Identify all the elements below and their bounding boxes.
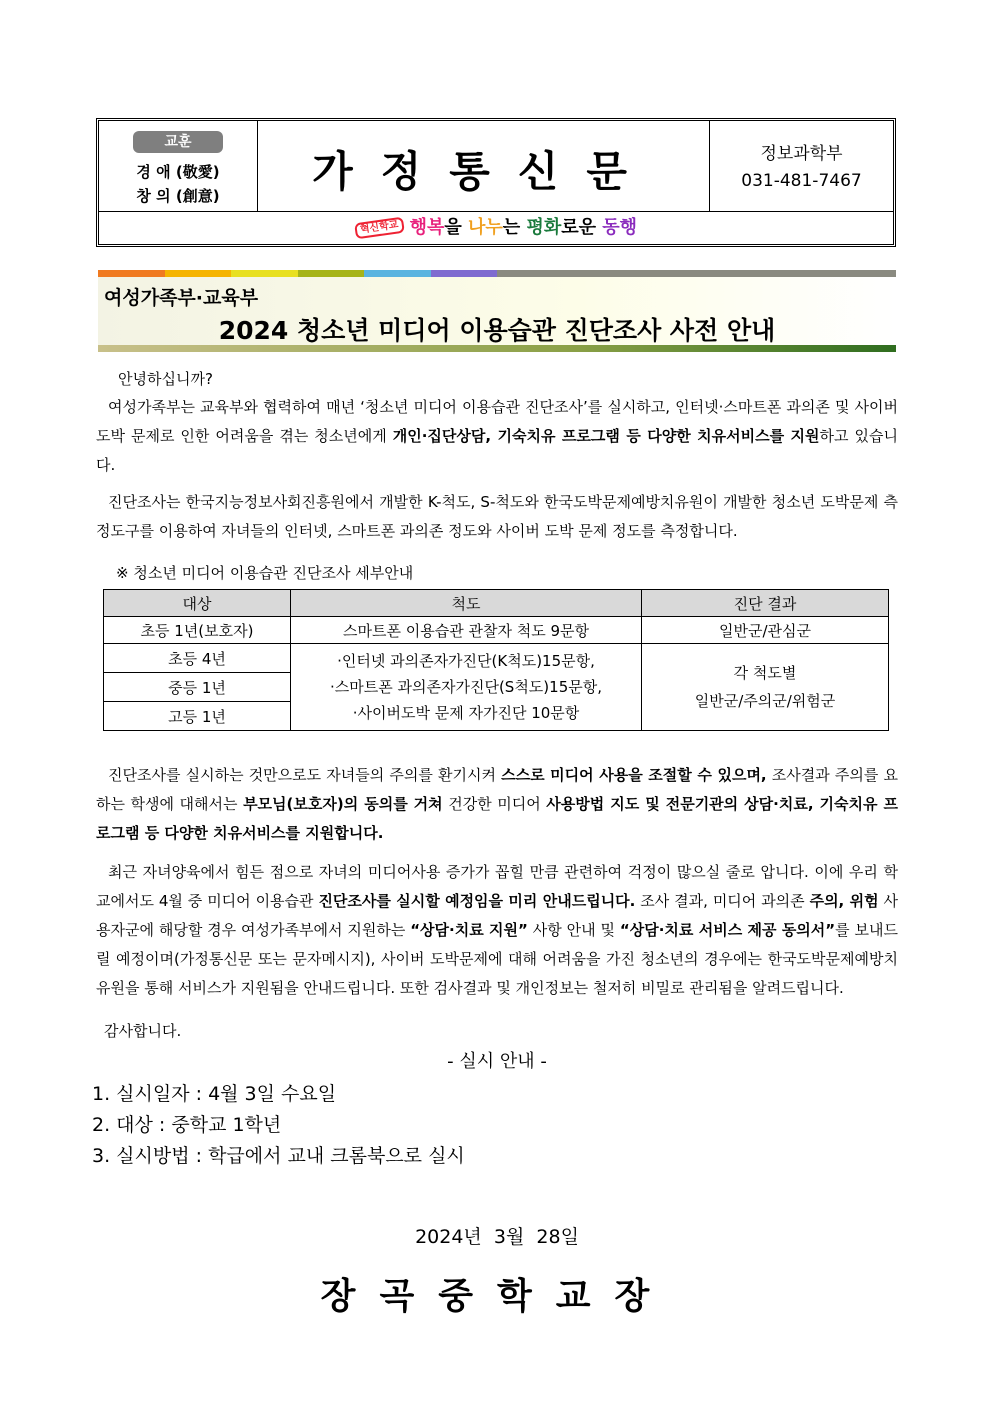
- slogan-word: 나누: [468, 217, 503, 238]
- paragraph-1: 여성가족부는 교육부와 협력하여 매년 ‘청소년 미디어 이용습관 진단조사’를 실시하고, 인터넷·스마트폰 과의존 및 사이버 도박 문제로 인한 어려움을 겪는 청소년에게 개인·집단상담, 기숙치유 프로그램 등 다양한 치유서비스를 지원하고 있습니다.: [96, 398, 898, 474]
- table-row: [104, 644, 889, 673]
- paragraph-4: 최근 자녀양육에서 힘든 점으로 자녀의 미디어사용 증가가 꼽힐 만큼 관련하여 걱정이 많으실 줄로 압니다. 이에 우리 학교에서도 4월 중 미디어 이용습관 진단조사를 실시할 예정임을 미리 안내드립니다. 조사 결과, 미디어 과의존 주의, 위험 사용자군에 해당할 경우 여성가족부에서 지원하는 “상담·치료 지원” 사항 안내 및 “상담·치료 서비스 제공 동의서”를 보내드릴 예정이며(가정통신문 또는 문자메시지), 사이버 도박문제에 대해 어려움을 가진 청소년의 경우에는 한국도박문제예방치유원을 통해 서비스가 지원됨을 안내드립니다. 또한 검사결과 및 개인정보는 철저히 비밀로 관리됨을 알려드립니다.: [96, 863, 899, 997]
- section-title: - 실시 안내 -: [447, 1051, 547, 1072]
- stripe-segment: [231, 270, 298, 277]
- organization-label: 여성가족부·교육부: [104, 287, 259, 309]
- table-note: ※ 청소년 미디어 이용습관 진단조사 세부안내: [116, 564, 414, 582]
- newsletter-header: [96, 118, 896, 247]
- stripe-segment: [497, 270, 896, 277]
- greeting: 안녕하십니까?: [118, 370, 213, 388]
- list-item: 3. 실시방법 : 학급에서 교내 크롬북으로 실시: [92, 1145, 465, 1167]
- scale-line: ·사이버도박 문제 자가진단 10문항: [352, 704, 580, 722]
- table-header-row: [104, 590, 889, 617]
- list-item: 1. 실시일자 : 4월 3일 수요일: [92, 1083, 337, 1105]
- list-item: 2. 대상 : 중학교 1학년: [92, 1114, 282, 1136]
- paragraph-3: 진단조사를 실시하는 것만으로도 자녀들의 주의를 환기시켜 스스로 미디어 사용을 조절할 수 있으며, 조사결과 주의를 요하는 학생에 대해서는 부모님(보호자)의 동의를 거쳐 건강한 미디어 사용방법 지도 및 전문기관의 상담·치료, 기숙치유 프로그램 등 다양한 치유서비스를 지원합니다.: [96, 766, 898, 842]
- header-scale: 척도: [291, 590, 642, 617]
- issue-date: 2024년 3월 28일: [415, 1226, 579, 1248]
- color-stripe: [98, 270, 896, 277]
- slogan-word: 로운: [561, 217, 603, 238]
- cell-scale: 스마트폰 이용습관 관찰자 척도 9문항: [291, 617, 642, 644]
- banner-underline: [98, 345, 896, 352]
- cell-result: 일반군/관심군: [642, 617, 889, 644]
- cell-target: 초등 4년: [104, 644, 291, 673]
- title-banner: [98, 277, 896, 345]
- slogan-word: 을: [444, 217, 469, 238]
- slogan-word: 는: [502, 217, 527, 238]
- header-target: 대상: [104, 590, 291, 617]
- header-result: 진단 결과: [642, 590, 889, 617]
- principal-signature: 장곡중학교장: [320, 1276, 674, 1317]
- stripe-segment: [165, 270, 232, 277]
- result-line: 일반군/주의군/위험군: [694, 692, 836, 710]
- school-motto: [99, 121, 258, 211]
- table-row: [104, 617, 889, 644]
- department-info: [709, 121, 893, 211]
- department-phone: 031-481-7467: [741, 171, 862, 191]
- details-list: [92, 1079, 465, 1172]
- result-line: 각 척도별: [733, 664, 797, 682]
- innovation-school-stamp: 혁신학교: [354, 217, 404, 240]
- stripe-segment: [364, 270, 431, 277]
- cell-target: 초등 1년(보호자): [104, 617, 291, 644]
- scale-line: ·스마트폰 과의존자가진단(S척도)15문항,: [330, 678, 602, 696]
- cell-result-merged: [642, 644, 889, 731]
- motto-badge: 교훈: [133, 131, 223, 153]
- document-title: 가정통신문: [312, 147, 655, 196]
- slogan-word: 평화: [526, 217, 562, 238]
- motto-line-2: 창 의 (創意): [136, 187, 220, 205]
- slogan-word: 동행: [602, 217, 638, 238]
- slogan-word: 행복: [409, 217, 445, 238]
- headline: 2024 청소년 미디어 이용습관 진단조사 사전 안내: [218, 316, 776, 345]
- cell-scales-merged: [291, 644, 642, 731]
- motto-line-1: 경 애 (敬愛): [136, 163, 220, 181]
- stripe-segment: [98, 270, 165, 277]
- stripe-segment: [431, 270, 498, 277]
- survey-detail-table: [103, 589, 889, 731]
- cell-target: 중등 1년: [104, 673, 291, 702]
- paragraph-2: 진단조사는 한국지능정보사회진흥원에서 개발한 K-척도, S-척도와 한국도박문제예방치유원이 개발한 청소년 도박문제 측정도구를 이용하여 자녀들의 인터넷, 스마트폰 과의존 정도와 사이버 도박 문제 정도를 측정합니다.: [96, 493, 898, 540]
- cell-target: 고등 1년: [104, 702, 291, 731]
- school-slogan: [99, 213, 893, 239]
- stripe-segment: [298, 270, 365, 277]
- scale-line: ·인터넷 과의존자가진단(K척도)15문항,: [337, 652, 595, 670]
- department-name: 정보과학부: [760, 144, 843, 164]
- thanks: 감사합니다.: [104, 1022, 182, 1040]
